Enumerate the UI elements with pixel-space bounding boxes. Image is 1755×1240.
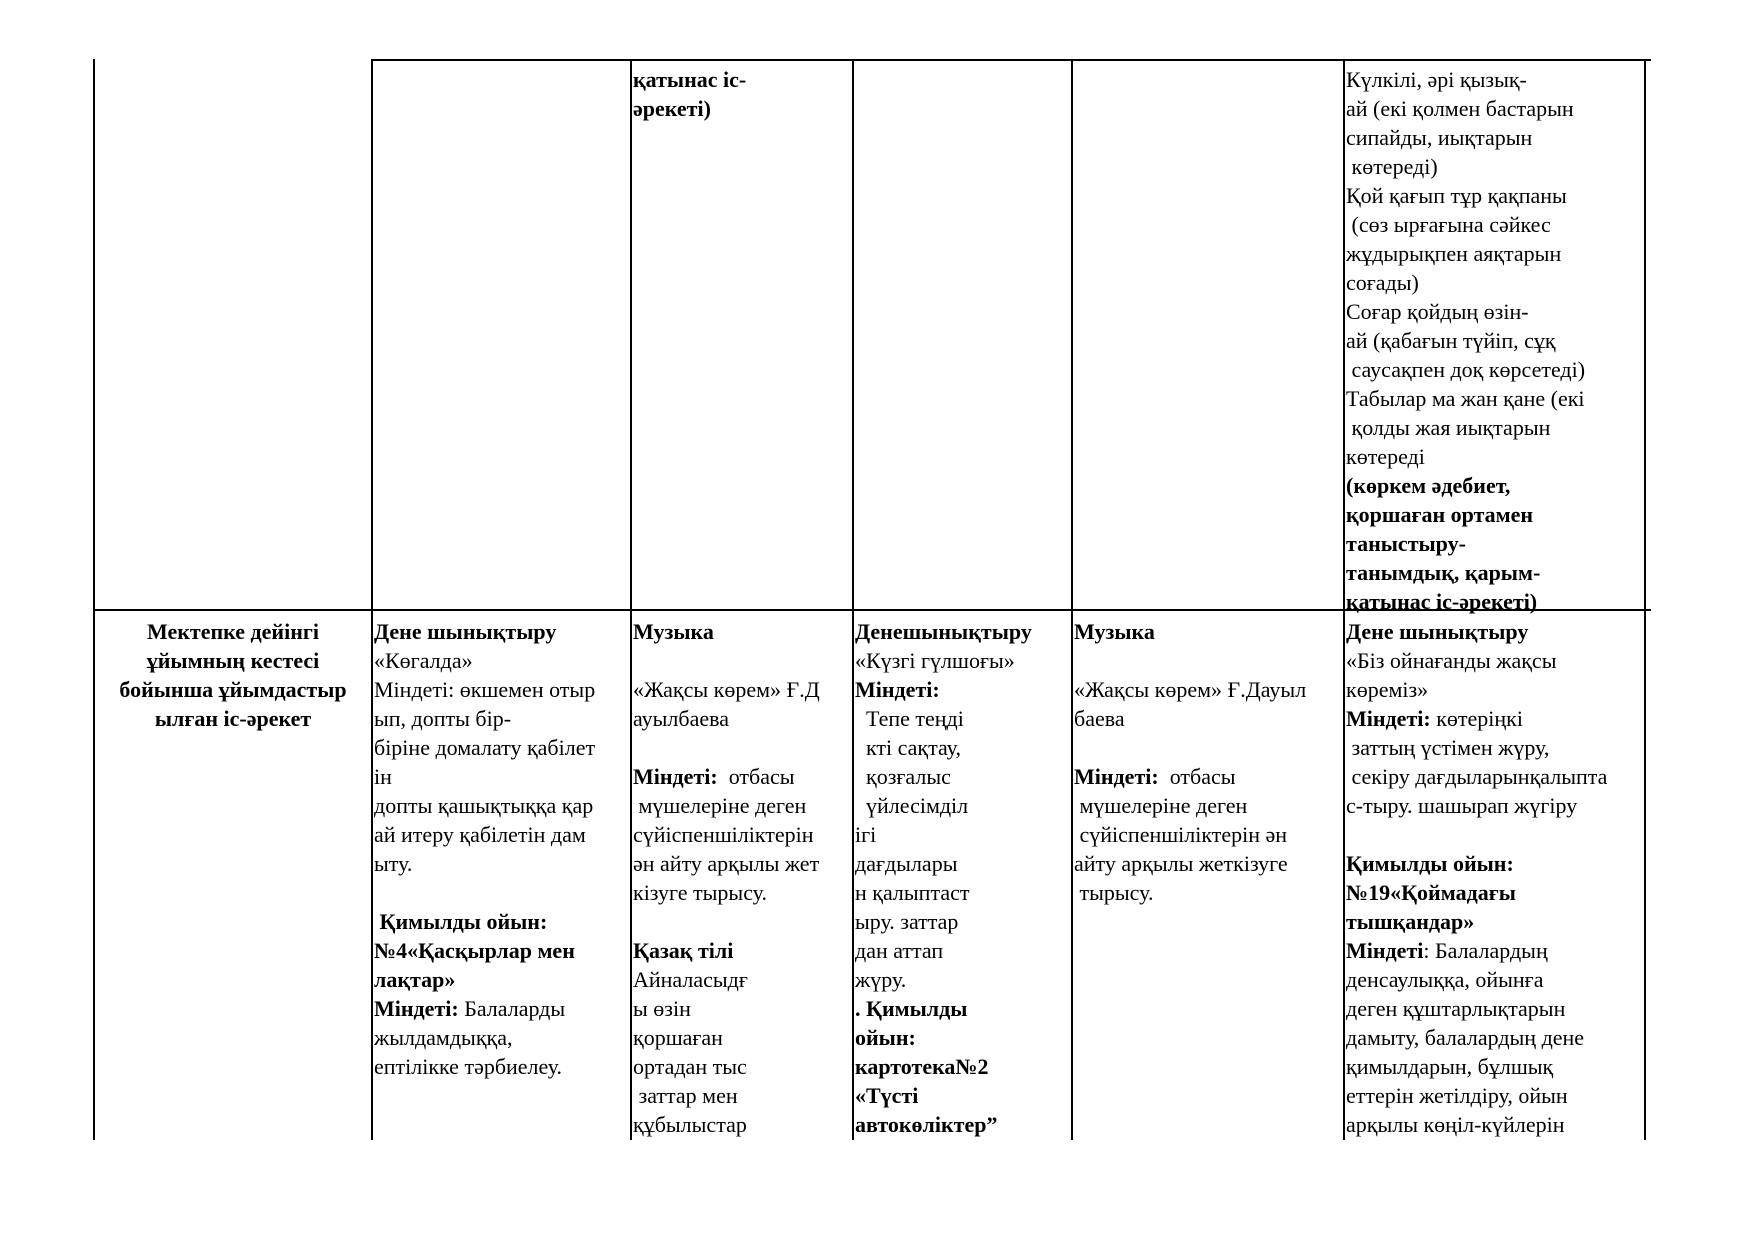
text-line: ыру. заттар [855,909,959,934]
text-line: мүшелеріне деген [633,793,807,818]
row2-col4-cell [855,617,1070,1139]
text-line: автокөліктер” [855,1112,998,1137]
text-line: ортадан тыс [633,1054,747,1079]
text-line: «Түсті [855,1083,919,1108]
row-header-organized-activity [95,617,371,733]
text-line: «Жақсы көрем» Ғ.Дауыл [1074,677,1307,702]
text-line: Міндеті: Балаларды [374,996,566,1021]
text-line: таныстыру- [1346,531,1466,556]
text-line: ай итеру қабілетін дам [374,822,586,847]
text-line: Соғар қойдың өзін- [1346,299,1529,324]
text-line: сипайды, иықтарын [1346,125,1533,150]
row2-col2-cell [374,617,629,1081]
text-line: саусақпен доқ көрсетеді) [1346,357,1586,382]
text-line: Міндеті: отбасы [1074,764,1236,789]
top-row-col7-cell [1346,65,1643,616]
text-line: дағдылары [855,851,958,876]
header-line: ылған іс-әрекет [154,706,312,731]
text-line: «Күзгі гүлшоғы» [855,648,1015,673]
header-line: бойынша ұйымдастыр [119,677,347,702]
text-line [1346,820,1643,849]
text-line: мүшелеріне деген [1074,793,1248,818]
text-line: танымдық, қарым- [1346,560,1541,585]
text-line: жүру. [855,967,907,992]
text-line: ып, допты бір- [374,706,512,731]
text-line: ай (қабағын түйіп, сұқ [1346,328,1556,353]
table-col-divider-5 [1343,59,1345,1140]
text-line: дан аттап [855,938,944,963]
text-line: Қимылды ойын: [1346,851,1514,876]
text-line: . Қимылды [855,996,968,1021]
text-line: ін [374,764,392,789]
text-line: сүйіспеншіліктерін [633,822,814,847]
text-line: ы өзін [633,996,691,1021]
text-line [633,733,851,762]
text-line: қоршаған [633,1025,723,1050]
text-line [374,878,629,907]
text-line: №19«Қоймадағы [1346,880,1516,905]
table-col-divider-3 [852,59,854,1140]
text-line: ән айту арқылы жет [633,851,820,876]
text-line: ігі [855,822,877,847]
text-line: Міндеті: [855,677,940,702]
row2-col7-cell [1346,617,1643,1139]
text-line: көреміз» [1346,677,1429,702]
top-row-col3-cell [633,65,848,123]
text-line: ай (екі қолмен бастарын [1346,96,1574,121]
text-line: Музыка [633,619,714,644]
text-line: сүйіспеншіліктерін ән [1074,822,1288,847]
text-line: денсаулыққа, ойынға [1346,967,1544,992]
table-top-border [373,59,1651,61]
table-col-divider-1 [371,59,373,1140]
text-line: тырысу. [1074,880,1154,905]
text-line: секіру дағдыларынқалыпта [1346,764,1608,789]
text-line: Денешынықтыру [855,619,1032,644]
table-left-border [93,59,95,1140]
text-line: біріне домалату қабілет [374,735,596,760]
text-line: жылдамдыққа, [374,1025,513,1050]
text-line: Міндеті: өкшемен отыр [374,677,596,702]
text-line [633,646,851,675]
text-line: Міндеті: Балалардың [1346,938,1548,963]
text-line: Қой қағып тұр қақпаны [1346,183,1567,208]
text-line: Қимылды ойын: [374,909,548,934]
text-line: дамыту, балалардың дене [1346,1025,1585,1050]
text-line: Музыка [1074,619,1155,644]
row2-col3-cell [633,617,851,1139]
text-line: баева [1074,706,1125,731]
text-line: соғады) [1346,270,1419,295]
row2-col5-cell [1074,617,1342,907]
text-line: (көркем әдебиет, [1346,473,1511,498]
table-col-divider-4 [1071,59,1073,1140]
text-line: Дене шынықтыру [374,619,557,644]
text-line: арқылы көңіл-күйлерін [1346,1112,1565,1137]
text-line: көтереді [1346,444,1425,469]
text-line: жұдырықпен аяқтарын [1346,241,1562,266]
text-line: Қазақ тілі [633,938,734,963]
text-line: ойын: [855,1025,916,1050]
text-line: қозғалыс [855,764,951,789]
text-line: қолды жая иықтарын [1346,415,1551,440]
text-line: (сөз ырғағына сәйкес [1346,212,1551,237]
text-line: үйлесімділ [855,793,969,818]
text-line: көтереді) [1346,154,1438,179]
text-line [1074,646,1342,675]
text-line: «Жақсы көрем» Ғ.Д [633,677,820,702]
text-line [1074,733,1342,762]
text-line: заттар мен [633,1083,738,1108]
header-line: Мектепке дейінгі [146,619,319,644]
text-line: н қалыптаст [855,880,970,905]
text-line: қимылдарын, бұлшық [1346,1054,1554,1079]
text-line [633,907,851,936]
text-line: Дене шынықтыру [1346,619,1529,644]
text-line: ауылбаева [633,706,729,731]
text-line: деген құштарлықтарын [1346,996,1566,1021]
header-line: ұйымның кестесі [146,648,320,673]
text-line: заттың үстімен жүру, [1346,735,1550,760]
text-line: қатынас іс-әрекеті) [1346,589,1538,614]
text-line: айту арқылы жеткізуге [1074,851,1288,876]
text-line: Табылар ма жан қане (екі [1346,386,1585,411]
text-line: лақтар» [374,967,456,992]
text-line: №4«Қасқырлар мен [374,938,575,963]
text-line: Міндеті: көтеріңкі [1346,706,1523,731]
text-line: допты қашықтыққа қар [374,793,594,818]
text-line: картотека№2 [855,1054,989,1079]
text-line: Айналасыдғ [633,967,748,992]
text-line: еттерін жетілдіру, ойын [1346,1083,1568,1108]
text-line: тышқандар» [1346,909,1475,934]
text-line: Тепе теңді [855,706,964,731]
text-line: құбылыстар [633,1112,747,1137]
text-line: «Көгалда» [374,648,473,673]
text-line: «Біз ойнағанды жақсы [1346,648,1557,673]
table-col-divider-2 [630,59,632,1140]
text-line: Міндеті: отбасы [633,764,795,789]
text-line: Күлкілі, әрі қызық- [1346,67,1527,92]
table-right-border [1644,59,1646,1140]
text-line: ыту. [374,851,413,876]
text-line: кті сақтау, [855,735,961,760]
text-line: әрекеті) [633,96,711,121]
text-line: қатынас іс- [633,67,747,92]
text-line: с-тыру. шашырап жүгіру [1346,793,1578,818]
text-line: ептілікке тәрбиелеу. [374,1054,563,1079]
text-line: кізуге тырысу. [633,880,767,905]
text-line: қоршаған ортамен [1346,502,1534,527]
